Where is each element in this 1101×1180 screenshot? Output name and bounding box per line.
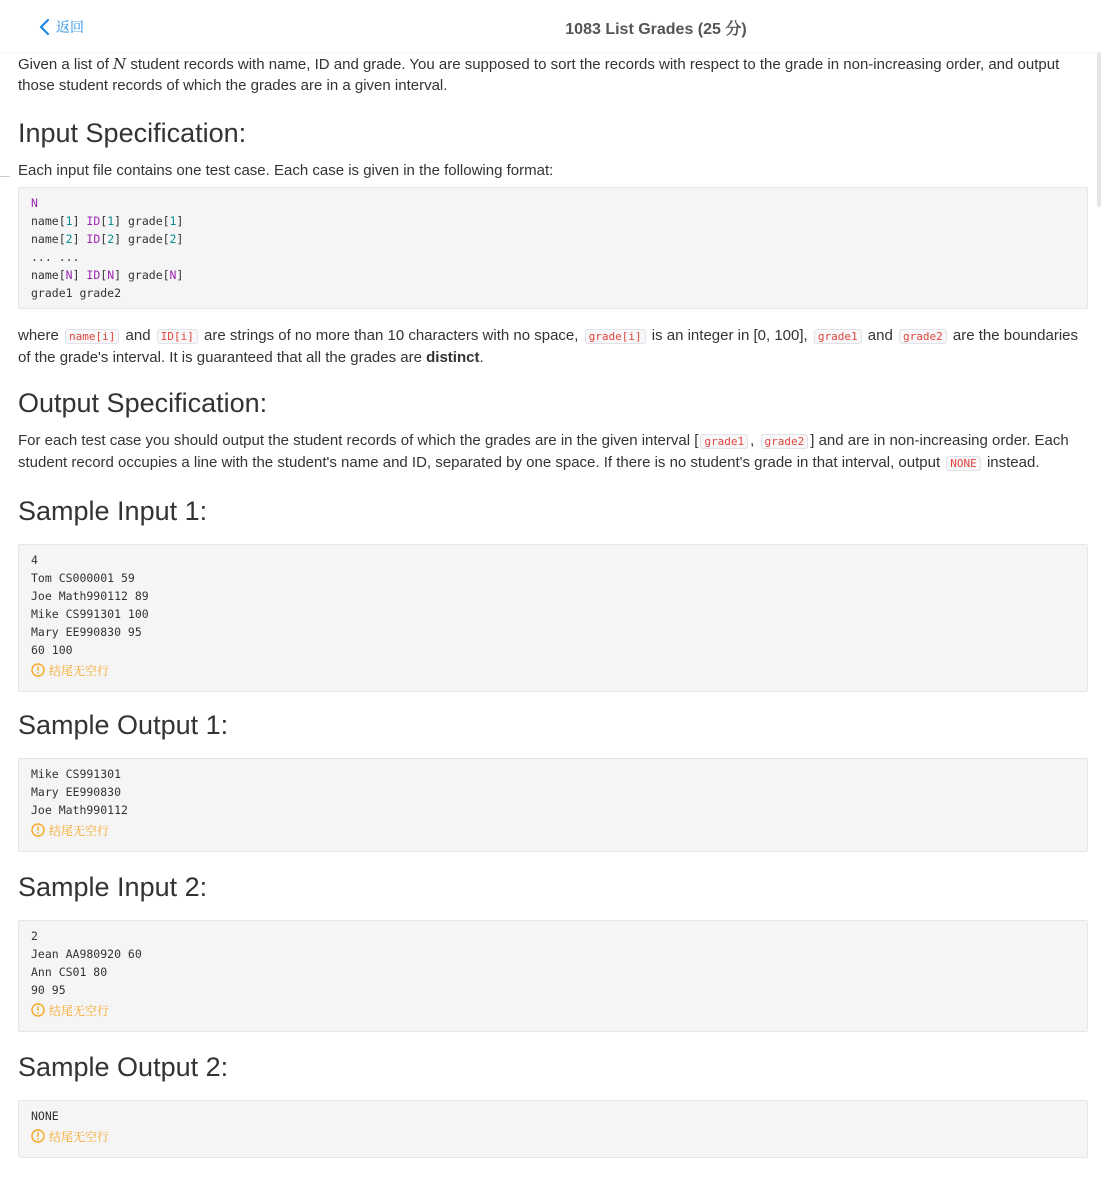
sample-output-1-block[interactable] [18, 758, 1088, 852]
output-spec-heading: Output Specification: [18, 388, 268, 418]
inline-code: grade2 [899, 329, 947, 344]
code-line: Ann CS01 80 [31, 965, 108, 979]
format-line: N [31, 196, 38, 210]
sample-input-1-block[interactable] [18, 544, 1088, 692]
back-button[interactable] [38, 16, 84, 38]
warning-circle-icon [31, 1003, 45, 1017]
where-paragraph: where name[i] and ID[i] are strings of no more than 10 characters with no space, grade[i] is an integer in [0, 100], grade1 and grade2 are the boundaries of the grade's interval. It is guaranteed that all the grades are distinct. [18, 327, 1078, 366]
warning-circle-icon [31, 1129, 45, 1143]
format-line: grade1 grade2 [31, 286, 122, 300]
scrollbar[interactable] [1097, 52, 1101, 207]
output-spec-text: For each test case you should output the student records of which the grades are in the given interval [ grade1 , grade2 ] and are in non-increasing order. Each student record occupies a line with the student's name and ID, separated by one space. If there is no student's grade in that interval, output NONE instead. [18, 432, 1069, 471]
no-trailing-newline-warning: 结尾无空行 [31, 1125, 1075, 1147]
code-line: Joe Math990112 [31, 803, 128, 817]
code-line: Mary EE990830 [31, 785, 122, 799]
inline-code: grade1 [700, 434, 748, 449]
format-line: name[1] ID[1] grade[1] [31, 214, 184, 228]
sample-output-1-heading: Sample Output 1: [18, 710, 229, 740]
warning-circle-icon [31, 823, 45, 837]
input-spec-heading: Input Specification: [18, 118, 247, 148]
problem-content [18, 52, 1088, 1158]
format-line: name[2] ID[2] grade[2] [31, 232, 184, 246]
inline-code: name[i] [65, 329, 119, 344]
format-line: ... ... [31, 250, 80, 264]
divider [0, 176, 10, 177]
input-spec-text: Each input file contains one test case. Each case is given in the following format: [18, 162, 554, 179]
code-line: Joe Math990112 89 [31, 589, 149, 603]
back-label: 返回 [56, 19, 84, 35]
code-line: Mike CS991301 100 [31, 607, 149, 621]
inline-code: ID[i] [157, 329, 198, 344]
chevron-left-icon [38, 18, 52, 36]
code-line: Tom CS000001 59 [31, 571, 135, 585]
format-code-block [18, 187, 1088, 309]
top-bar [0, 0, 1101, 52]
warning-circle-icon [31, 663, 45, 677]
code-line: Jean AA980920 60 [31, 947, 142, 961]
code-line: NONE [31, 1109, 59, 1123]
code-line: 90 95 [31, 983, 66, 997]
no-trailing-newline-warning: 结尾无空行 [31, 659, 1075, 681]
format-line: name[N] ID[N] grade[N] [31, 268, 184, 282]
sample-input-1-heading: Sample Input 1: [18, 496, 208, 526]
sample-input-2-heading: Sample Input 2: [18, 872, 208, 902]
sample-output-2-block[interactable] [18, 1100, 1088, 1158]
inline-code: grade2 [761, 434, 809, 449]
code-line: 60 100 [31, 643, 73, 657]
no-trailing-newline-warning: 结尾无空行 [31, 819, 1075, 841]
code-line: 2 [31, 929, 38, 943]
inline-code: NONE [946, 456, 981, 471]
page-title: 1083 List Grades (25 分) [565, 21, 747, 38]
code-line: 4 [31, 553, 38, 567]
code-line: Mike CS991301 [31, 767, 122, 781]
sample-input-2-block[interactable] [18, 920, 1088, 1032]
sample-output-2-heading: Sample Output 2: [18, 1052, 229, 1082]
inline-code: grade1 [814, 329, 862, 344]
no-trailing-newline-warning: 结尾无空行 [31, 999, 1075, 1021]
inline-code: grade[i] [585, 329, 646, 344]
intro-paragraph: Given a list of N student records with name, ID and grade. You are supposed to sort the records with respect to the grade in non-increasing order, and output those student records of which the grades are in a given interval. [18, 55, 1060, 94]
code-line: Mary EE990830 95 [31, 625, 142, 639]
